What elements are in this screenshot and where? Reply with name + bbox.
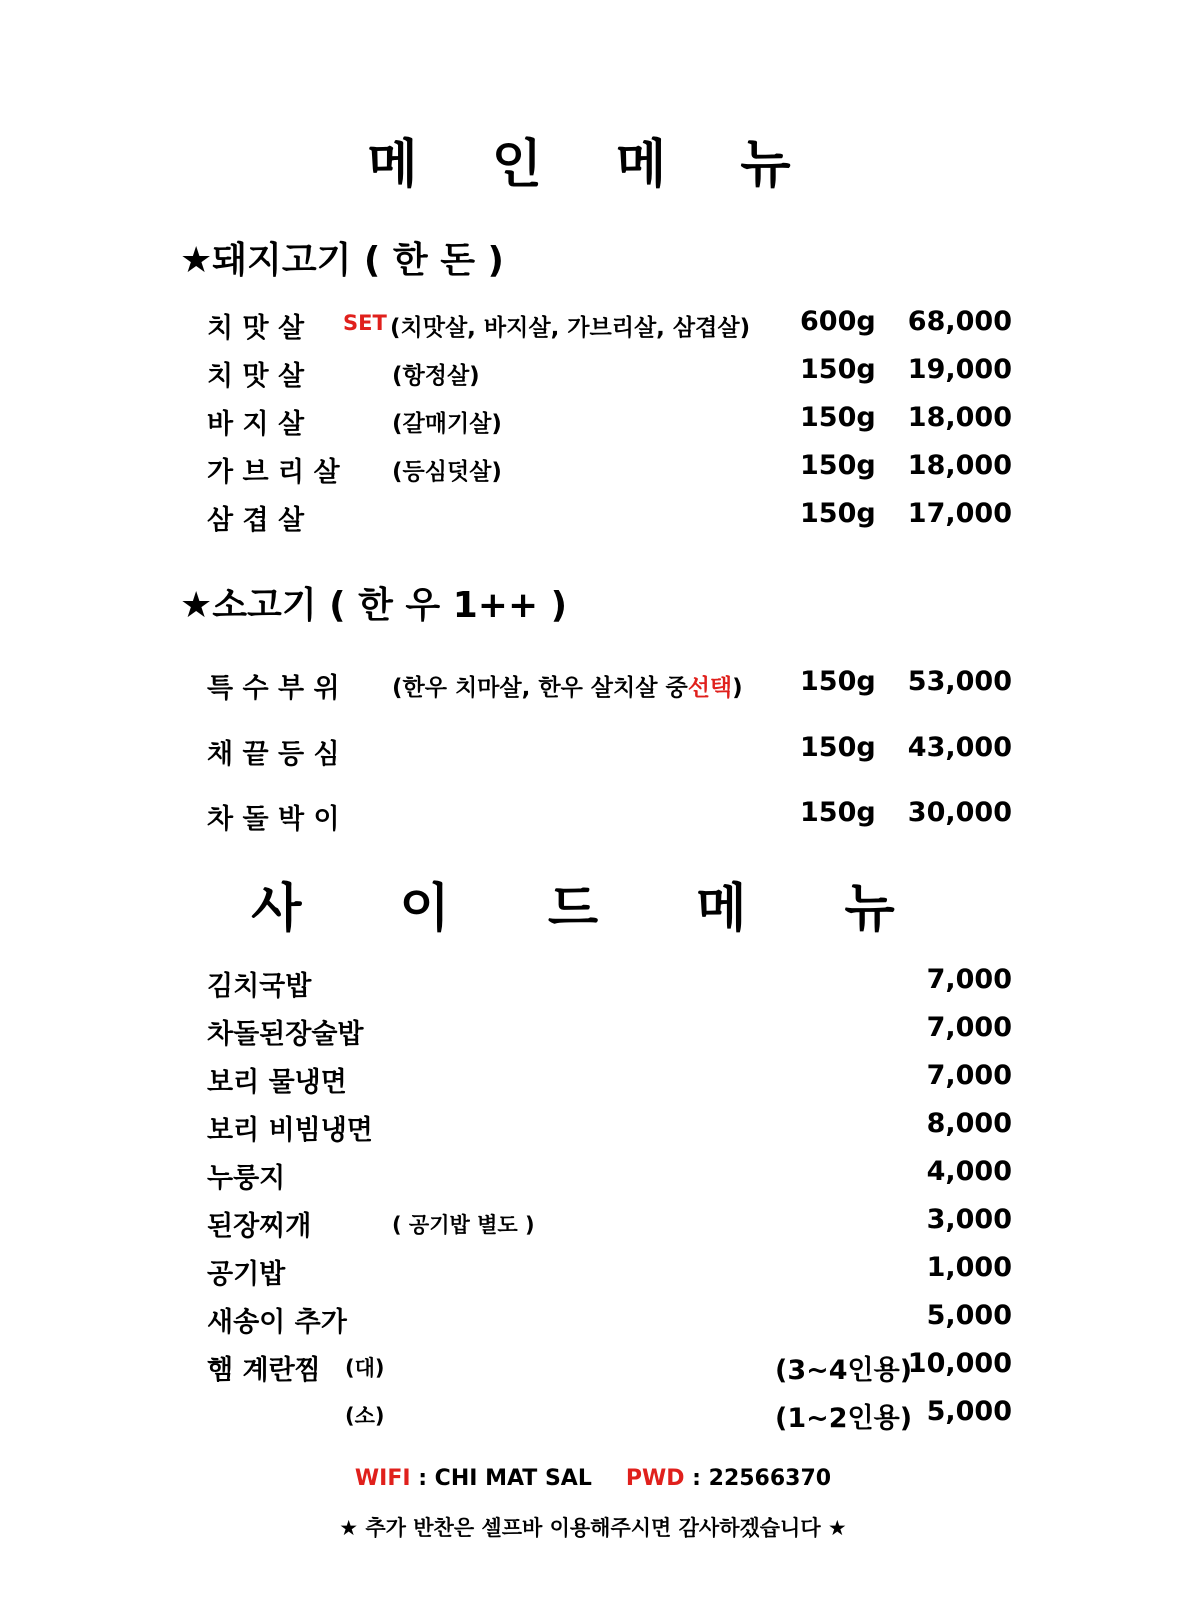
side-menu-title: 사 이 드 메 뉴 [251, 879, 935, 939]
menu-item-weight: 150g [800, 498, 876, 529]
wifi-value: : CHI MAT SAL [410, 1466, 592, 1491]
side-item-price: 1,000 [926, 1252, 1012, 1283]
side-item-name: 공기밥 [207, 1259, 286, 1290]
side-item-name: 보리 비빔냉면 [207, 1115, 373, 1146]
menu-item-name: 채 끝 등 심 [207, 739, 340, 770]
menu-item-price: 18,000 [907, 450, 1012, 481]
menu-item-desc: (등심덧살) [392, 459, 502, 485]
menu-item-name: 치 맛 살 [207, 361, 305, 392]
menu-item-weight: 150g [800, 666, 876, 697]
menu-item-price: 53,000 [907, 666, 1012, 697]
menu-item-price: 19,000 [907, 354, 1012, 385]
menu-item-desc-highlight: 선택 [687, 675, 733, 701]
menu-item-desc: (항정살) [392, 363, 480, 389]
side-item-serving: (3~4인용) [775, 1355, 913, 1386]
side-item-name: 햄 계란찜 [207, 1355, 321, 1386]
side-item-price: 3,000 [926, 1204, 1012, 1235]
side-item-serving: (1~2인용) [775, 1403, 913, 1434]
menu-item-desc: (갈매기살) [392, 411, 502, 437]
menu-item-price: 43,000 [907, 732, 1012, 763]
menu-item-weight: 150g [800, 450, 876, 481]
self-bar-notice: ★ 추가 반찬은 셀프바 이용해주시면 감사하겠습니다 ★ [339, 1516, 847, 1540]
side-item-price: 7,000 [926, 1012, 1012, 1043]
menu-item-name: 특 수 부 위 [207, 673, 340, 704]
beef-section-heading: ★소고기 ( 한 우 1++ ) [180, 585, 568, 626]
side-item-price: 5,000 [926, 1396, 1012, 1427]
menu-item-weight: 150g [800, 732, 876, 763]
side-item-price: 7,000 [926, 964, 1012, 995]
menu-item-desc-suffix: ) [732, 675, 743, 701]
pwd-value: : 22566370 [684, 1466, 832, 1491]
side-item-note: ( 공기밥 별도 ) [392, 1213, 535, 1237]
side-item-size: (대) [345, 1356, 385, 1380]
side-item-name: 누룽지 [207, 1163, 286, 1194]
side-item-size: (소) [345, 1404, 385, 1428]
pork-section-heading: ★돼지고기 ( 한 돈 ) [180, 240, 504, 281]
menu-item-name: 바 지 살 [207, 409, 305, 440]
side-item-price: 8,000 [926, 1108, 1012, 1139]
menu-item-name: 가 브 리 살 [207, 457, 340, 488]
menu-item-desc [392, 669, 743, 702]
wifi-info [0, 1466, 1186, 1491]
wifi-label: WIFI [354, 1466, 411, 1491]
set-badge: SET [343, 311, 387, 335]
menu-item-name: 치 맛 살 [207, 313, 305, 344]
menu-item-price: 68,000 [907, 306, 1012, 337]
menu-item-name: 차 돌 박 이 [207, 804, 340, 835]
side-item-price: 4,000 [926, 1156, 1012, 1187]
menu-item-weight: 150g [800, 402, 876, 433]
menu-item-price: 30,000 [907, 797, 1012, 828]
pwd-label: PWD [625, 1466, 685, 1491]
main-menu-title: 메 인 메 뉴 [367, 135, 819, 195]
menu-item-price: 17,000 [907, 498, 1012, 529]
menu-item-price: 18,000 [907, 402, 1012, 433]
side-item-price: 10,000 [907, 1348, 1012, 1379]
side-item-name: 김치국밥 [207, 971, 312, 1002]
side-item-name: 차돌된장술밥 [207, 1019, 364, 1050]
side-item-price: 5,000 [926, 1300, 1012, 1331]
menu-item-desc: (치맛살, 바지살, 가브리살, 삼겹살) [390, 315, 751, 341]
side-item-name: 보리 물냉면 [207, 1067, 347, 1098]
side-item-name: 된장찌개 [207, 1211, 312, 1242]
side-item-name: 새송이 추가 [207, 1307, 347, 1338]
menu-item-weight: 150g [800, 797, 876, 828]
menu-item-weight: 150g [800, 354, 876, 385]
menu-item-name: 삼 겹 살 [207, 505, 305, 536]
menu-item-desc-prefix: (한우 치마살, 한우 살치살 중 [392, 675, 688, 701]
menu-item-weight: 600g [800, 306, 876, 337]
side-item-price: 7,000 [926, 1060, 1012, 1091]
